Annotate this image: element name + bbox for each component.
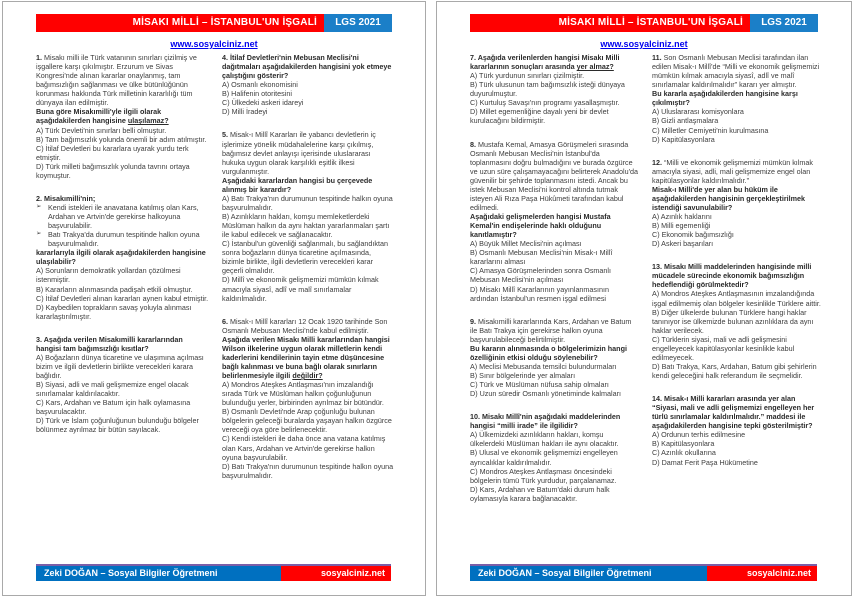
answer-option: D) Türk ve İslam çoğunluğunun bulunduğu bölgeler bölünmez ayrılmaz bir bütün sayılacak. bbox=[36, 416, 199, 435]
page-header-banner bbox=[36, 14, 392, 32]
question-text: 8. Mustafa Kemal, Amasya Görüşmeleri sırasında Osmanlı Mebusan Meclisi'nin İstanbul'da toplanmasını doğru bulmadığını ve burada özgürce ve uzun süre çalışamayacağını belirterek Anadolu'da güvenilir bir şehirde toplanmasını istedi. Ancak bu istek Mebusan Meclisi'ni kontrol altında tutmak isteyen Ali Rıza Paşa Hükûmeti tarafından kabul edilmedi. bbox=[470, 139, 638, 212]
answer-option: B) Osmanlı Mebusan Meclisi'nin Misak-ı Millî kararlarını alması bbox=[470, 248, 613, 267]
page-1 bbox=[2, 1, 426, 596]
question-text: 1. Misakı milli ile Türk vatanının sınırları çizilmiş ve işgallere karşı çıkılmıştır. Erzurum ve Sivas Kongresi'nde alınan kararlar onaylanmış, tam bağımsızlığın sağlanması ve ülke bütünlüğünün korunması hakkında Türk milletinin kararlılığı tüm dünyaya ilan edilmiştir. bbox=[36, 53, 197, 108]
page-footer bbox=[470, 564, 817, 581]
answer-option: B) Diğer ülkelerde bulunan Türklere hangi haklar tanınıyor ise ülkemizde bulunan azınlıklara da aynı haklar verilecek. bbox=[652, 307, 814, 335]
question bbox=[470, 140, 639, 303]
answer-option: A) Uluslararası komisyonlara bbox=[652, 107, 744, 117]
question-text: Aşağıdaki gelişmelerden hangisi Mustafa Kemal'in endişelerinde haklı olduğunu kanıtlamıştır? bbox=[470, 212, 611, 240]
answer-option: A) Meclisi Mebusanda temsilci bulundurmaları bbox=[470, 361, 617, 371]
answer-option: B) Milli egemenliği bbox=[652, 221, 711, 231]
answer-option: C) Mondros Ateşkes Antlaşması öncesindeki bölgelerin tümü Türk yurdudur, parçalanamaz. bbox=[470, 466, 617, 485]
answer-option: D) Kaybedilen toprakların savaş yoluyla alınması kararlaştırılmıştır. bbox=[36, 302, 192, 321]
question bbox=[222, 130, 395, 302]
answer-option: B) Kararların alınmasında padişah etkili olmuştur. bbox=[36, 284, 193, 294]
question-columns bbox=[36, 53, 395, 553]
answer-option: B) Siyasi, adli ve mali gelişmemize engel olacak sınırlamalar kaldırılacaktır. bbox=[36, 380, 189, 399]
website-row bbox=[437, 34, 851, 49]
page-footer bbox=[36, 564, 391, 581]
answer-option: A) Büyük Millet Meclisi'nin açılması bbox=[470, 239, 582, 249]
answer-option: C) Ekonomik bağımsızlığı bbox=[652, 230, 734, 240]
question-text: Aşağıdaki kararlardan hangisi bu çerçevede alınmış bir karardır? bbox=[222, 175, 373, 194]
answer-option: D) Türk milleti bağımsızlık yolunda tavrını ortaya koymuştur. bbox=[36, 161, 190, 180]
question bbox=[470, 412, 639, 503]
question-text: 13. Misakı Milli maddelerinden hangisinde milli mücadele sürecinde ekonomik bağımsızlığın hedeflendiği görülmektedir? bbox=[652, 262, 812, 290]
document-title: MİSAKI MİLLİ – İSTANBUL'UN İŞGALİ bbox=[470, 14, 750, 32]
column-2 bbox=[652, 53, 821, 553]
answer-option: B) Ulusal ve ekonomik gelişmemizi engelleyen ayrıcalıklar kaldırılmalıdır. bbox=[470, 448, 618, 467]
site-bar: sosyalciniz.net bbox=[707, 566, 817, 581]
answer-option: C) Kurtuluş Savaşı'nın programı yasallaşmıştır. bbox=[470, 98, 620, 108]
question bbox=[652, 53, 821, 144]
question bbox=[652, 158, 821, 249]
question-text: Misak-ı Milli'de yer alan bu hüküm ile aşağıdakilerden hangisinin gerçekleştirilmek istendiği savunulabilir? bbox=[652, 184, 805, 212]
document-title: MİSAKI MİLLİ – İSTANBUL'UN İŞGALİ bbox=[36, 14, 324, 32]
question bbox=[222, 317, 395, 480]
question-columns bbox=[470, 53, 821, 553]
question-text: 14. Misak-ı Milli kararları arasında yer alan “Siyasi, mali ve adli gelişmemizi engelleyen her türlü sınırlamalar kaldırılmalıdır.” maddesi ile aşağıdakilerden hangisine tepki gösterilmiştir? bbox=[652, 394, 815, 431]
website-row bbox=[3, 34, 425, 49]
answer-option: C) Kendi istekleri ile daha önce ana vatana katılmış olan Kars, Ardahan ve Artvin'de gerekirse halkın oyuna başvurulabilir. bbox=[222, 434, 386, 462]
question-bullet: ➢ Batı Trakya'da durumun tespitinde halkın oyuna başvurulmalıdır. bbox=[36, 230, 200, 249]
answer-option: A) Ordunun terhis edilmesine bbox=[652, 430, 746, 440]
question-text: Buna göre Misakımilli'yle ilgili olarak aşağıdakilerden hangisine ulaşılamaz? bbox=[36, 107, 169, 126]
answer-option: C) Azınlık okullarına bbox=[652, 448, 716, 458]
answer-option: D) Kapitülasyonlara bbox=[652, 134, 715, 144]
answer-option: C) İstanbul'un güvenliği sağlanmalı, bu sağlandıktan sonra boğazların dünya ticaretine açılmasında, bizimle birlikte, ilgili devletlerin verecekleri karar geçerli olmalıdır. bbox=[222, 239, 388, 276]
answer-option: A) Mondros Ateşkes Antlaşmasının imzalandığında işgal edilmemiş olan bölgeler kesinlikle Türklere aittir. bbox=[652, 289, 821, 308]
site-bar: sosyalciniz.net bbox=[281, 566, 391, 581]
answer-option: A) Türk yurdunun sınırları çizilmiştir. bbox=[470, 71, 585, 81]
column-1 bbox=[470, 53, 639, 553]
question bbox=[470, 317, 639, 399]
answer-option: C) Türk ve Müslüman nüfusa sahip olmaları bbox=[470, 380, 609, 390]
question-text: 11. Son Osmanlı Mebusan Meclisi tarafından ilan edilen Misak-ı Millî'de “Milli ve ekonomik gelişmemizi mümkün kılmak amacıyla siyasî, adlî ve malî sınırlamalar kaldırılmalıdır” kararı yer almıştır. bbox=[652, 53, 820, 90]
answer-option: D) Uzun süredir Osmanlı yönetiminde kalmaları bbox=[470, 389, 621, 399]
answer-option: C) İtilaf Devletleri alınan kararları aynen kabul etmiştir. bbox=[36, 293, 209, 303]
answer-option: A) Ülkemizdeki azınlıkların hakları, komşu ülkelerdeki Müslüman hakları ile aynı olacaktır. bbox=[470, 430, 619, 449]
answer-option: D) Askeri başarıları bbox=[652, 239, 714, 249]
answer-option: D) Millî ve ekonomik gelişmemizi mümkün kılmak amacıyla siyasî, adlî ve malî sınırlamalar kaldırılmalıdır. bbox=[222, 275, 379, 303]
question bbox=[652, 394, 821, 467]
question-text: 10. Misakı Millî'nin aşağıdaki maddelerinden hangisi “milli irade” ile ilgilidir? bbox=[470, 412, 621, 431]
question bbox=[36, 335, 209, 435]
answer-option: A) Batı Trakya'nın durumunun tespitinde halkın oyuna başvurulmalıdır. bbox=[222, 193, 393, 212]
answer-option: D) Batı Trakya, Kars, Ardahan, Batum gibi şehirlerin kendi geleceğini halk referandum ile seçmelidir. bbox=[652, 361, 817, 380]
question-text: 4. İtilaf Devletleri'nin Mebusan Meclisi'ni dağıtmaları aşağıdakilerden hangisini yok etmeye çalıştığını gösterir? bbox=[222, 53, 392, 81]
answer-option: B) Tam bağımsızlık yolunda önemli bir adım atılmıştır. bbox=[36, 134, 207, 144]
answer-option: A) Azınlık haklarını bbox=[652, 212, 712, 221]
answer-option: C) Milletler Cemiyeti'nin kurulmasına bbox=[652, 125, 769, 135]
question-text: 12. “Milli ve ekonomik gelişmemizi mümkün kılmak amacıyla siyasi, adli, mali gelişmemize engel olan kapitülasyonlar kaldırılmalıdır.” bbox=[652, 157, 813, 185]
answer-option: A) Türk Devleti'nin sınırları belli olmuştur. bbox=[36, 125, 167, 135]
question-text: 7. Aşağıda verilenlerden hangisi Misakı Milli kararlarının sonuçları arasında yer almaz? bbox=[470, 53, 620, 72]
answer-option: B) Türk ulusunun tam bağımsızlık isteği dünyaya duyurulmuştur. bbox=[470, 80, 625, 99]
answer-option: D) Damat Ferit Paşa Hükümetine bbox=[652, 457, 758, 467]
answer-option: D) Batı Trakya'nın durumunun tespitinde halkın oyuna başvurulmalıdır. bbox=[222, 461, 394, 480]
question-text: 9. Misakımilli kararlarında Kars, Ardahan ve Batum ile Batı Trakya için gerekirse halkın oyuna başvurulabileceği belirtilmiştir. bbox=[470, 316, 632, 344]
exam-badge: LGS 2021 bbox=[324, 14, 392, 32]
question-text: 2. Misakımilli'nin; bbox=[36, 193, 96, 203]
question-text: kararlarıyla ilgili olarak aşağıdakilerden hangisine ulaşılabilir? bbox=[36, 248, 206, 267]
website-link[interactable]: www.sosyalciniz.net bbox=[170, 39, 258, 49]
answer-option: A) Sorunların demokratik yollardan çözülmesi istenmiştir. bbox=[36, 266, 181, 285]
question-text: 6. Misak-ı Millî kararları 12 Ocak 1920 tarihinde Son Osmanlı Mebusan Meclisi'nde kabul edilmiştir. bbox=[222, 316, 388, 335]
answer-option: C) Kars, Ardahan ve Batum için halk oylamasına başvurulacaktır. bbox=[36, 398, 191, 417]
website-link[interactable]: www.sosyalciniz.net bbox=[600, 39, 688, 49]
question-text: 5. Misak-ı Millî Kararları ile yabancı devletlerin iç işlerimize yönelik müdahalelerine karşı çıkılmış, bağımsız devlet anlayışı içerisinde uluslararası hukuka uygun olarak karşılıklı eşitlik ilkesi vurgulanmıştır. bbox=[222, 130, 376, 176]
answer-option: D) Kars, Ardahan ve Batum'daki durum halk oylamasıyla karara bağlanacaktır. bbox=[470, 484, 610, 503]
question bbox=[36, 194, 209, 321]
answer-option: C) Ülkedeki askeri idareyi bbox=[222, 98, 304, 108]
question-text: Aşağıda verilen Misakı Milli kararlarından hangisi Wilson ilkelerine uygun olarak milletlerin kendi kaderlerini kendilerinin tayin etme düşüncesine bağlı kalınması ve buna bağlı olarak sınırların belirlenmesiyle ilgili değildir? bbox=[222, 334, 390, 380]
question bbox=[470, 53, 639, 126]
answer-option: D) Misakı Millî Kararlarının yayınlanmasının ardından İstanbul'un resmen işgal edilmesi bbox=[470, 284, 610, 303]
answer-option: B) Azınlıkların hakları, komşu memleketlerdeki Müslüman halkın da aynı haktan yararlanmaları şartı ile kabul edilecek ve sağlanacaktır. bbox=[222, 212, 390, 240]
question-bullet: ➢ Kendi istekleri ile anavatana katılmış olan Kars, Ardahan ve Artvin'de gerekirse halkoyuna başvurulabilir. bbox=[36, 202, 199, 231]
answer-option: A) Osmanlı ekonomisini bbox=[222, 80, 298, 90]
answer-option: A) Mondros Ateşkes Antlaşması'nın imzalandığı sırada Türk ve Müslüman halkın çoğunluğunun bulunduğu yerler, birbirinden ayrılmaz bir bütündür. bbox=[222, 380, 384, 408]
question-text: Bu kararın alınmasında o bölgelerimizin hangi özelliğinin etkisi olduğu söylenebilir? bbox=[470, 343, 627, 362]
answer-option: B) Osmanlı Devleti'nde Arap çoğunluğu bulunan bölgelerin geleceği buralarda yaşayan halkın özgürce vereceği oya göre belirlenecektir. bbox=[222, 407, 392, 435]
bullet-arrow-icon: ➢ bbox=[36, 230, 42, 238]
answer-option: A) Boğazların dünya ticaretine ve ulaşımına açılması bizim ve ilgili devletlerin birlikte verecekleri karara bağlıdır. bbox=[36, 352, 204, 380]
question bbox=[222, 53, 395, 116]
exam-badge: LGS 2021 bbox=[750, 14, 818, 32]
bullet-arrow-icon: ➢ bbox=[36, 202, 42, 210]
answer-option: B) Gizli antlaşmalara bbox=[652, 116, 719, 126]
page-2 bbox=[436, 1, 852, 596]
answer-option: C) Amasya Görüşmelerinden sonra Osmanlı Mebusan Meclisi'nin açılması bbox=[470, 266, 612, 285]
answer-option: B) Kapitülasyonlara bbox=[652, 439, 715, 449]
answer-option: C) İtilaf Devletleri bu kararlara uyarak yurdu terk etmiştir. bbox=[36, 143, 189, 162]
answer-option: D) Millet egemenliğine dayalı yeni bir devlet kurulacağını bildirmiştir. bbox=[470, 107, 609, 126]
page-header-banner bbox=[470, 14, 818, 32]
author-bar: Zeki DOĞAN – Sosyal Bilgiler Öğretmeni bbox=[36, 566, 281, 581]
answer-option: B) Sınır bölgelerinde yer almaları bbox=[470, 371, 576, 380]
question bbox=[36, 53, 209, 180]
question bbox=[652, 262, 821, 380]
answer-option: C) Türklerin siyasi, mali ve adli gelişmesini engelleyecek kapitülasyonlar kesinlikle kabul edilmeyecek. bbox=[652, 334, 795, 362]
author-bar: Zeki DOĞAN – Sosyal Bilgiler Öğretmeni bbox=[470, 566, 707, 581]
answer-option: D) Milli İradeyi bbox=[222, 107, 268, 117]
question-text: Bu kararla aşağıdakilerden hangisine karşı çıkılmıştır? bbox=[652, 89, 798, 108]
column-2 bbox=[222, 53, 395, 553]
answer-option: B) Halifenin otoritesini bbox=[222, 89, 292, 99]
question-text: 3. Aşağıda verilen Misakımilli kararlarından hangisi tam bağımsızlığı kısıtlar? bbox=[36, 334, 183, 353]
column-1 bbox=[36, 53, 209, 553]
